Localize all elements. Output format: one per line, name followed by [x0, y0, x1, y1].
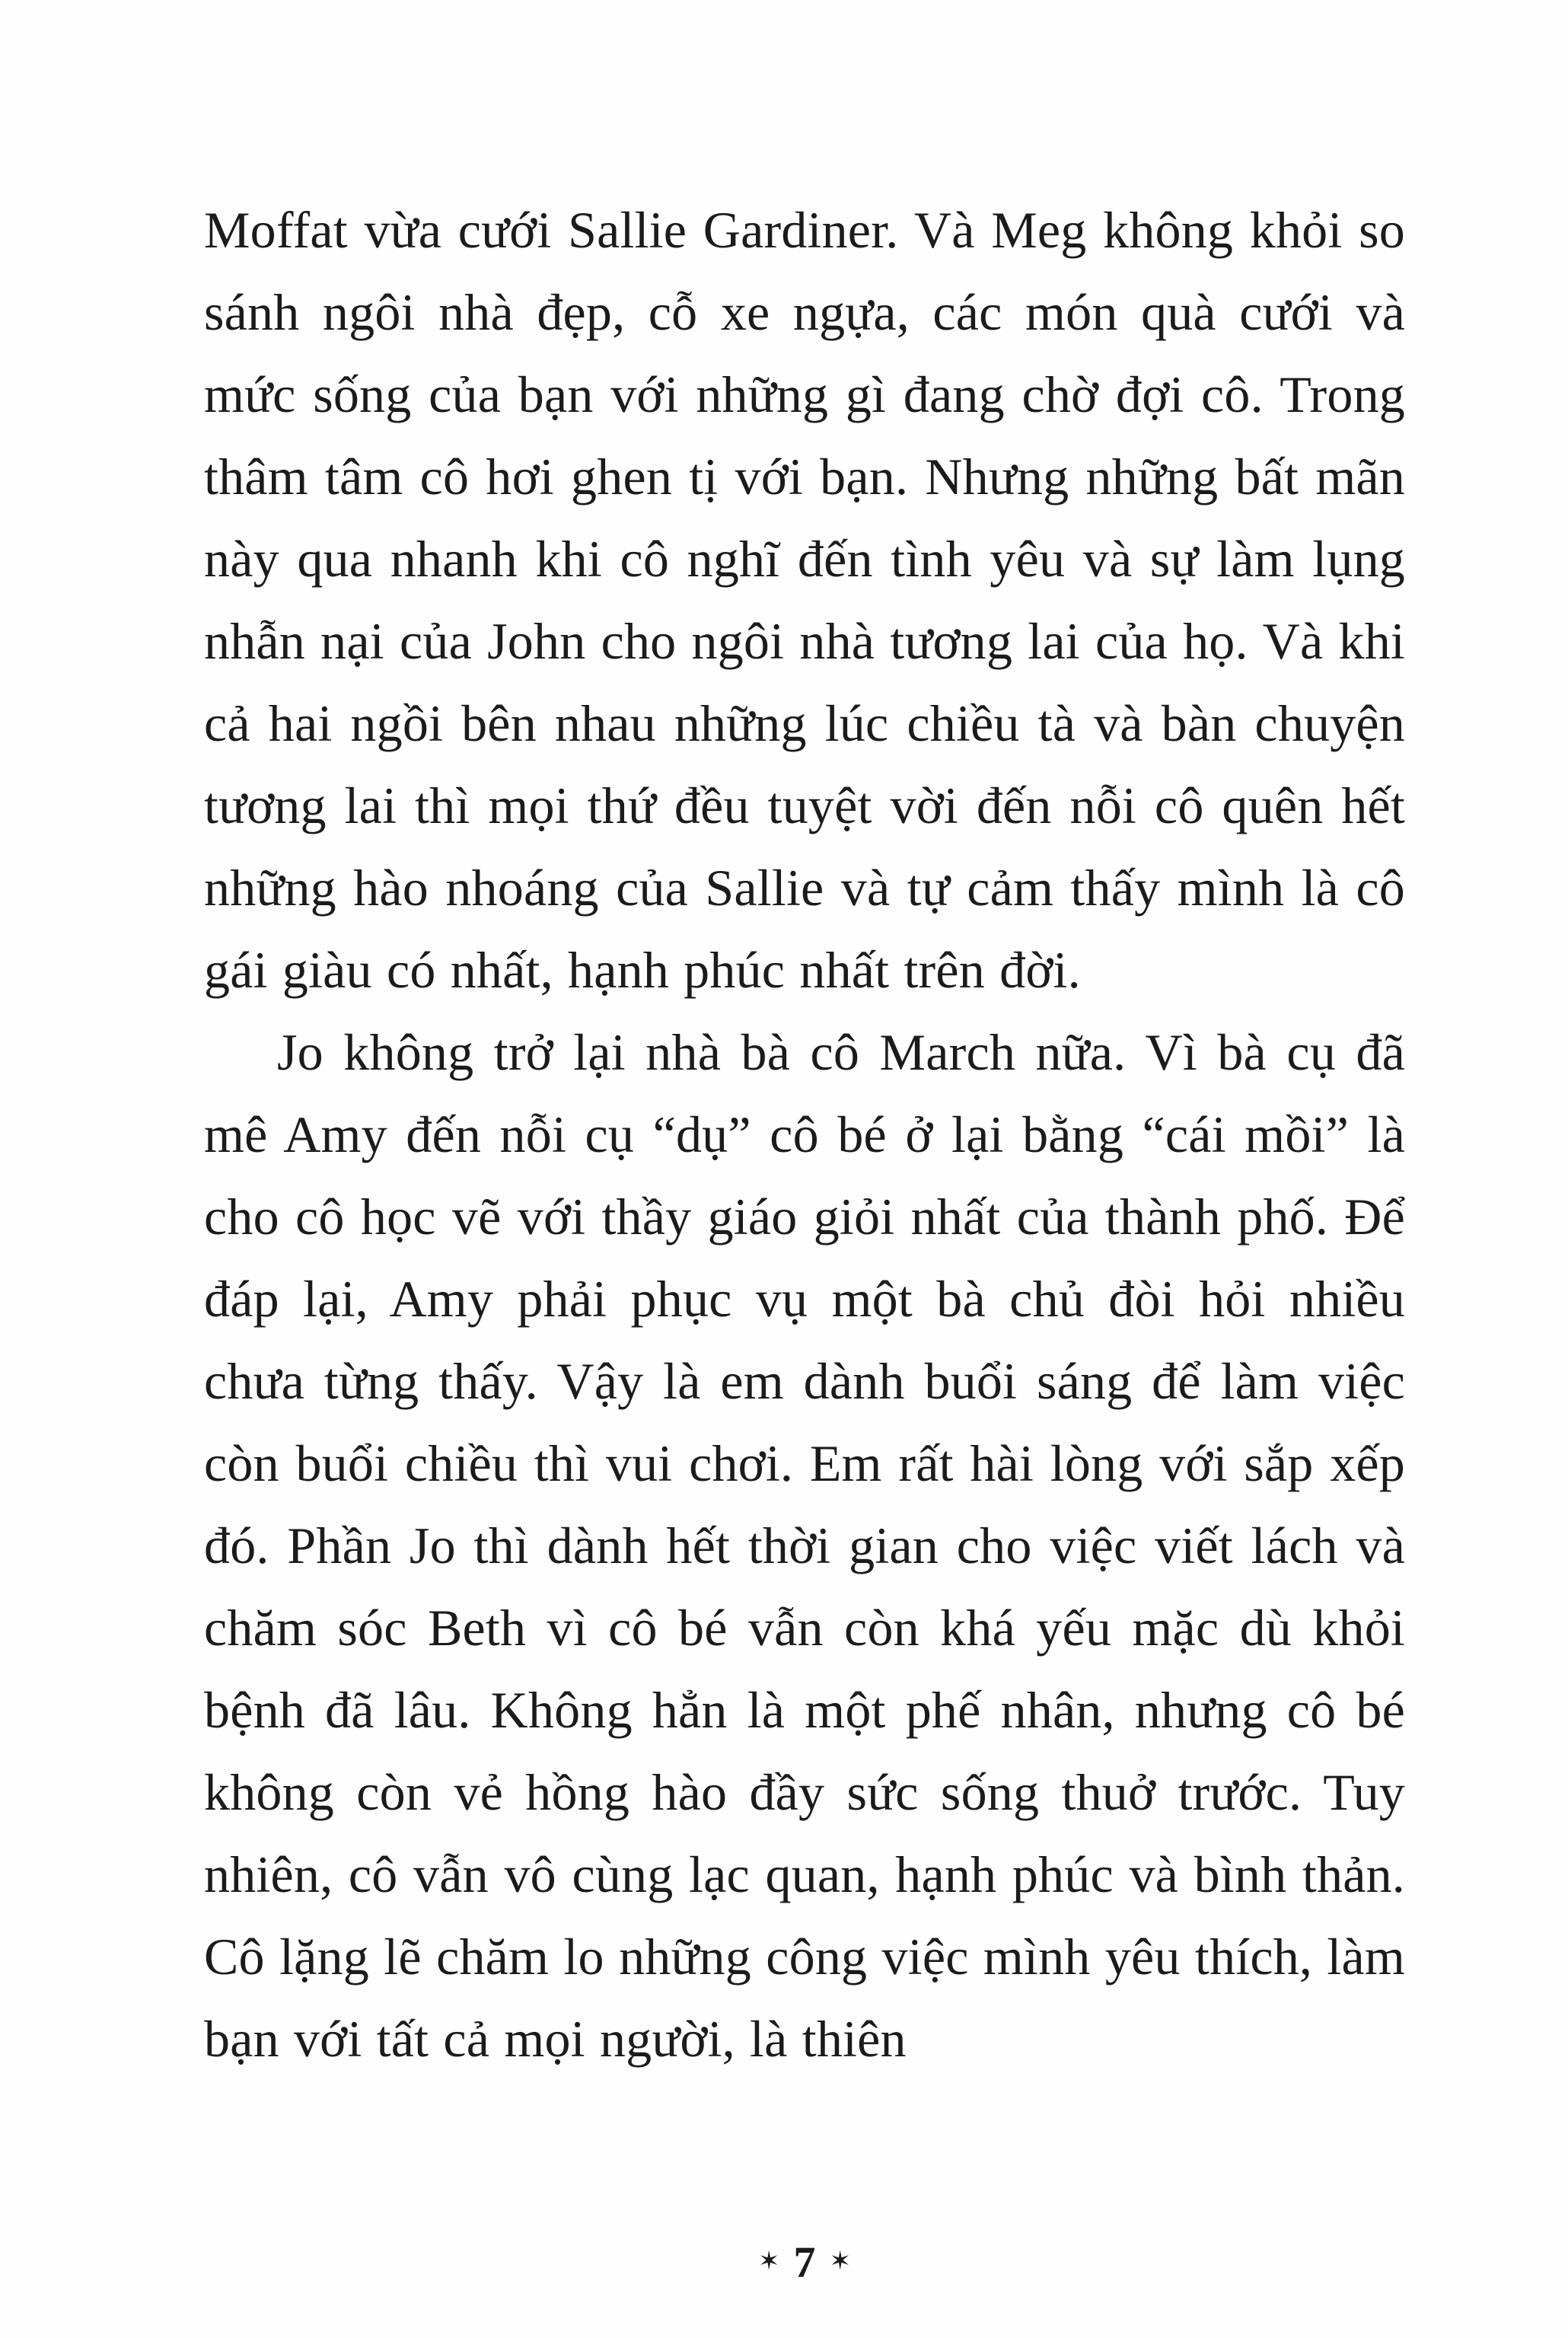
page-footer [204, 2237, 1405, 2288]
page-number: 7 [793, 2238, 816, 2287]
star-icon: ✶ [829, 2247, 851, 2276]
body-text [204, 189, 1405, 2080]
paragraph: Jo không trở lại nhà bà cô March nữa. Vì bà cụ đã mê Amy đến nỗi cụ “dụ” cô bé ở lại bằng “cái mồi” là cho cô học vẽ với thầy giáo giỏi nhất của thành phố. Để đáp lại, Amy phải phục vụ một bà chủ đòi hỏi nhiều chưa từng thấy. Vậy là em dành buổi sáng để làm việc còn buổi chiều thì vui chơi. Em rất hài lòng với sắp xếp đó. Phần Jo thì dành hết thời gian cho việc viết lách và chăm sóc Beth vì cô bé vẫn còn khá yếu mặc dù khỏi bệnh đã lâu. Không hẳn là một phế nhân, nhưng cô bé không còn vẻ hồng hào đầy sức sống thuở trước. Tuy nhiên, cô vẫn vô cùng lạc quan, hạnh phúc và bình thản. Cô lặng lẽ chăm lo những công việc mình yêu thích, làm bạn với tất cả mọi người, là thiên [204, 1023, 1405, 2068]
paragraph-continuation: Moffat vừa cưới Sallie Gardiner. Và Meg không khỏi so sánh ngôi nhà đẹp, cỗ xe ngựa, các món quà cưới và mức sống của bạn với những gì đang chờ đợi cô. Trong thâm tâm cô hơi ghen tị với bạn. Nhưng những bất mãn này qua nhanh khi cô nghĩ đến tình yêu và sự làm lụng nhẫn nại của John cho ngôi nhà tương lai của họ. Và khi cả hai ngồi bên nhau những lúc chiều tà và bàn chuyện tương lai thì mọi thứ đều tuyệt vời đến nỗi cô quên hết những hào nhoáng của Sallie và tự cảm thấy mình là cô gái giàu có nhất, hạnh phúc nhất trên đời. [204, 201, 1405, 999]
star-icon: ✶ [758, 2247, 780, 2276]
